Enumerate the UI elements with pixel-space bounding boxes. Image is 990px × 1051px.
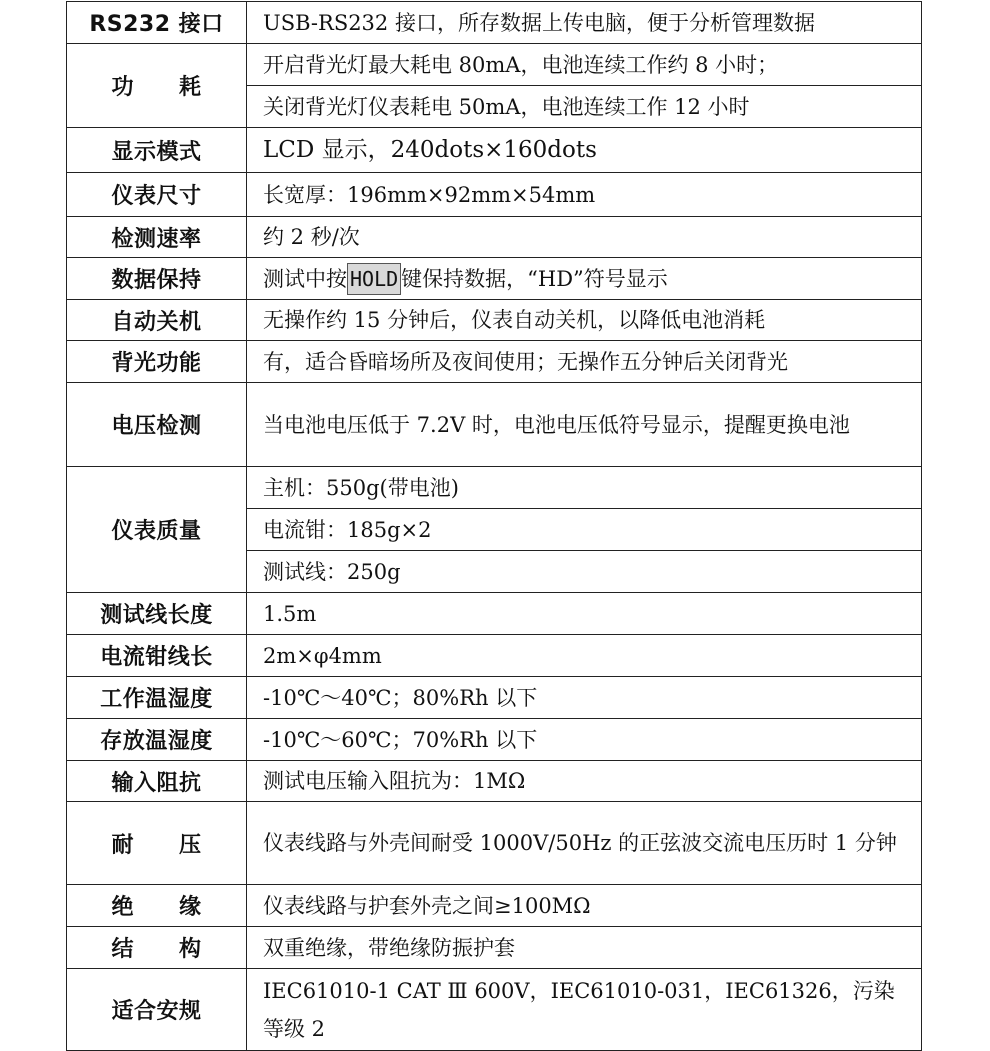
row-label: 仪表尺寸 (67, 173, 247, 217)
row-label: 数据保持 (67, 258, 247, 300)
row-value: 开启背光灯最大耗电 80mA，电池连续工作约 8 小时； (247, 44, 922, 86)
row-label: 测试线长度 (67, 593, 247, 635)
row-value: 仪表线路与护套外壳之间≥100MΩ (247, 885, 922, 927)
row-label: 适合安规 (67, 969, 247, 1051)
row-value: 无操作约 15 分钟后，仪表自动关机，以降低电池消耗 (247, 300, 922, 341)
row-label: 输入阻抗 (67, 761, 247, 802)
spec-table (66, 1, 922, 1051)
spec-row-rs232 (67, 2, 922, 44)
row-label: 绝 缘 (67, 885, 247, 927)
row-value: 测试线：250g (247, 551, 922, 593)
spec-row-weight (67, 467, 922, 509)
row-label: 工作温湿度 (67, 677, 247, 719)
row-label: 耐 压 (67, 802, 247, 885)
row-value: 双重绝缘，带绝缘防振护套 (247, 927, 922, 969)
spec-row-structure (67, 927, 922, 969)
spec-row-backlight (67, 341, 922, 383)
row-value: 长宽厚：196mm×92mm×54mm (247, 173, 922, 217)
row-value: 主机：550g(带电池) (247, 467, 922, 509)
spec-row-clamp-cable (67, 635, 922, 677)
spec-row-rate (67, 217, 922, 258)
spec-row-working-temp (67, 677, 922, 719)
row-value: 2m×φ4mm (247, 635, 922, 677)
row-label: 结 构 (67, 927, 247, 969)
spec-row-power (67, 44, 922, 86)
spec-row-voltage (67, 383, 922, 467)
row-label: 显示模式 (67, 128, 247, 173)
row-label: 自动关机 (67, 300, 247, 341)
row-value: USB-RS232 接口，所存数据上传电脑，便于分析管理数据 (247, 2, 922, 44)
spec-row-safety (67, 969, 922, 1051)
hold-text-before: 测试中按 (263, 266, 347, 291)
row-value: 测试电压输入阻抗为：1MΩ (247, 761, 922, 802)
row-value: IEC61010-1 CAT Ⅲ 600V，IEC61010-031，IEC61326，污染等级 2 (247, 969, 922, 1051)
row-label: 背光功能 (67, 341, 247, 383)
row-label: 功 耗 (67, 44, 247, 128)
row-value: 约 2 秒/次 (247, 217, 922, 258)
spec-row-impedance (67, 761, 922, 802)
spec-row-withstand (67, 802, 922, 885)
spec-row-lead-length (67, 593, 922, 635)
row-value: LCD 显示，240dots×160dots (247, 128, 922, 173)
row-value: 仪表线路与外壳间耐受 1000V/50Hz 的正弦波交流电压历时 1 分钟 (247, 802, 922, 885)
row-label: RS232 接口 (67, 2, 247, 44)
spec-row-insulation (67, 885, 922, 927)
spec-row-storage-temp (67, 719, 922, 761)
spec-row-size (67, 173, 922, 217)
spec-row-hold (67, 258, 922, 300)
row-value: 关闭背光灯仪表耗电 50mA，电池连续工作 12 小时 (247, 86, 922, 128)
row-label: 存放温湿度 (67, 719, 247, 761)
row-value: 1.5m (247, 593, 922, 635)
row-value: -10℃～40℃；80%Rh 以下 (247, 677, 922, 719)
row-value: 有，适合昏暗场所及夜间使用；无操作五分钟后关闭背光 (247, 341, 922, 383)
hold-key-badge: HOLD (347, 263, 401, 295)
spec-row-display (67, 128, 922, 173)
row-label: 电压检测 (67, 383, 247, 467)
row-value: -10℃～60℃；70%Rh 以下 (247, 719, 922, 761)
hold-text-after: 键保持数据，“HD”符号显示 (401, 266, 668, 291)
row-value: 电流钳：185g×2 (247, 509, 922, 551)
row-label: 电流钳线长 (67, 635, 247, 677)
row-label: 仪表质量 (67, 467, 247, 593)
row-value (247, 258, 922, 300)
spec-row-auto-off (67, 300, 922, 341)
row-value: 当电池电压低于 7.2V 时，电池电压低符号显示，提醒更换电池 (247, 383, 922, 467)
row-label: 检测速率 (67, 217, 247, 258)
